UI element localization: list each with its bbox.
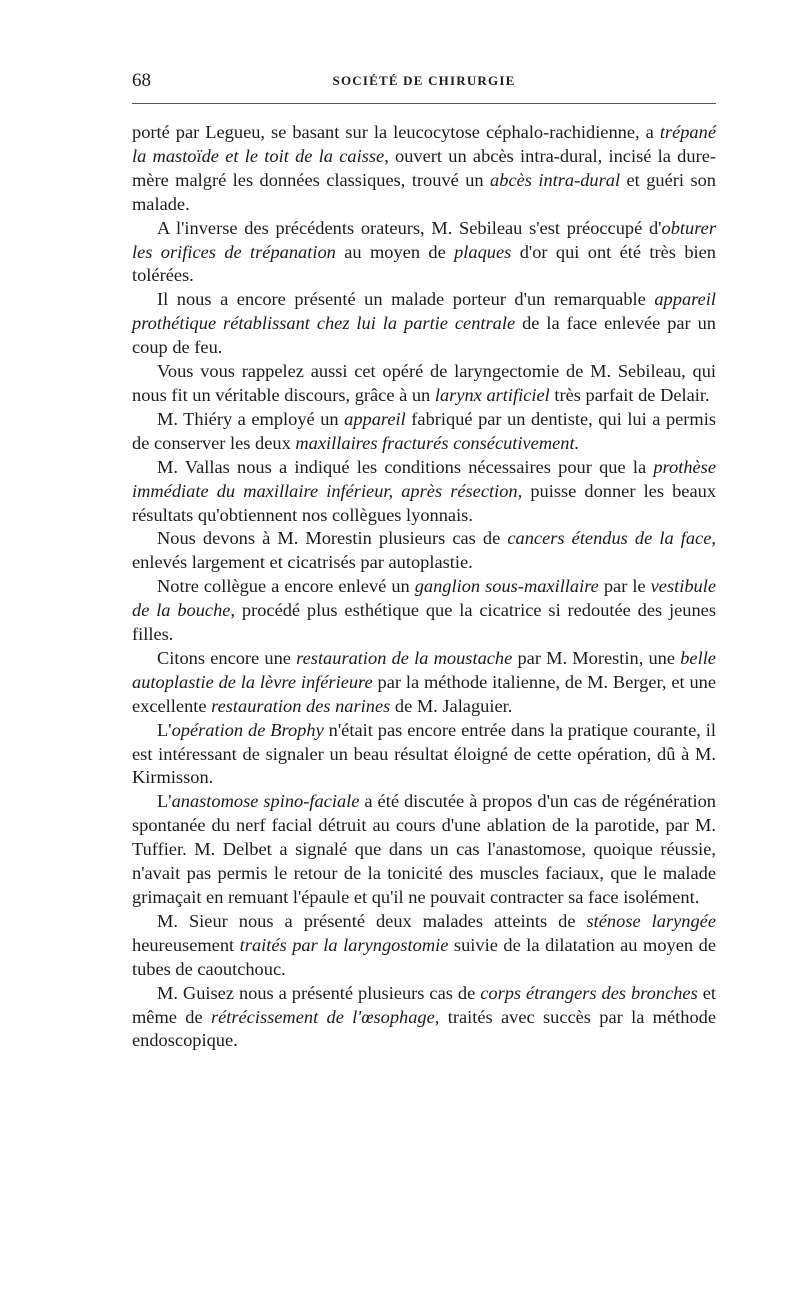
text-run: suivie de la dilatation au moyen de tubes de caoutchouc.	[132, 934, 716, 979]
italic-text: larynx artificiel	[434, 384, 550, 405]
paragraph	[132, 575, 716, 647]
italic-text: belle autoplastie de la lèvre inférieure	[132, 647, 716, 692]
page-number: 68	[132, 70, 151, 91]
text-run: Citons encore une	[157, 647, 297, 668]
paragraph	[132, 121, 716, 217]
paragraph	[132, 527, 716, 575]
italic-text: abcès intra-dural	[490, 169, 621, 190]
italic-text: restauration de la moustache	[296, 647, 513, 668]
italic-text: cancers étendus de la face	[507, 528, 712, 549]
text-run: heureusement	[132, 934, 240, 955]
paragraph	[132, 719, 716, 791]
paragraph	[132, 360, 716, 408]
text-run: Nous devons à M. Morestin plusieurs cas de	[157, 528, 508, 549]
text-run: Vous vous rappelez aussi cet opéré de laryngectomie de M. Sebileau, qui nous fit un véritable discours, grâce à un	[132, 361, 716, 405]
page-header	[132, 70, 716, 94]
text-run: par la méthode italienne, de M. Berger, et une excellente	[132, 671, 717, 716]
italic-text: plaques	[454, 241, 512, 262]
text-run: a été discutée à propos d'un cas de régénération spontanée du nerf facial détruit au cours d'une ablation de la parotide, par M. Tuffier. M. Delbet a signalé que dans un cas l'anastomose, quoique réussie, n'avait pas permis le retour de la tonicité des muscles faciaux, que le malade grimaçait en remuant l'épaule et qu'il ne pouvait contracter sa face isolément.	[132, 791, 716, 907]
italic-text: sténose laryngée	[586, 910, 716, 931]
text-run: par le	[598, 576, 651, 597]
paragraph	[132, 910, 716, 982]
text-run: M. Sieur nous a présenté deux malades atteints de	[157, 910, 587, 931]
italic-text: corps étrangers des bronches	[480, 982, 698, 1003]
italic-text: traités par la laryngostomie	[239, 934, 449, 955]
paragraph	[132, 647, 716, 719]
paragraph	[132, 790, 716, 910]
italic-text: prothèse immédiate du maxillaire inférieur, après résection,	[132, 456, 716, 501]
text-run: A l'inverse des précédents orateurs, M. Sebileau s'est préoccupé d'	[157, 217, 662, 238]
italic-text: obturer les orifices de trépanation	[132, 217, 716, 262]
text-run: très parfait de Delair.	[549, 384, 710, 405]
text-run: , procédé plus esthétique que la cicatrice si redoutée des jeunes filles.	[132, 600, 717, 645]
text-run: de la face enlevée par un coup de feu.	[132, 313, 717, 358]
paragraph	[132, 982, 716, 1054]
text-run: , enlevés largement et cicatrisés par autoplastie.	[132, 528, 716, 573]
text-run: par M. Morestin, une	[512, 647, 681, 668]
text-run: M. Guisez nous a présenté plusieurs cas de	[157, 982, 481, 1003]
text-run: au moyen de	[335, 241, 455, 262]
text-run: L'	[157, 719, 172, 740]
text-run: n'était pas encore entrée dans la pratique courante, il est intéressant de signaler un beau résultat éloigné de cette opération, dû à M. Kirmisson.	[132, 719, 717, 788]
text-run: , ouvert un abcès intra-dural, incisé la dure-mère malgré les données classiques, trouvé un	[132, 145, 716, 190]
italic-text: ganglion sous-maxillaire	[414, 576, 599, 597]
italic-text: trépané la mastoïde et le toit de la caisse	[132, 122, 716, 166]
text-run: et guéri son malade.	[132, 169, 716, 214]
text-run: porté par Legueu, se basant sur la leucocytose céphalo-rachidienne, a	[132, 122, 660, 142]
italic-text: restauration des narines	[211, 695, 391, 716]
text-run: , traités avec succès par la méthode endoscopique.	[132, 1006, 716, 1051]
italic-text: opération de Brophy	[171, 719, 324, 740]
italic-text: appareil	[344, 408, 406, 429]
text-run: de M. Jalaguier.	[390, 695, 513, 716]
text-run: Il nous a encore présenté un malade porteur d'un remarquable	[157, 289, 655, 310]
text-run: d'or qui ont été très bien tolérées.	[132, 241, 716, 286]
italic-text: anastomose spino-faciale	[171, 791, 360, 812]
paragraph	[132, 217, 716, 289]
italic-text: vestibule de la bouche	[132, 576, 716, 621]
text-run: puisse donner les beaux résultats qu'obtiennent nos collègues lyonnais.	[132, 480, 717, 525]
running-title: SOCIÉTÉ DE CHIRURGIE	[332, 73, 516, 88]
body-text	[132, 121, 716, 1053]
text-run: L'	[157, 791, 172, 812]
text-run: fabriqué par un dentiste, qui lui a permis de conserver les deux	[132, 408, 716, 453]
italic-text: maxillaires fracturés consécutivement.	[295, 432, 580, 453]
italic-text: appareil prothétique rétablissant chez lui la partie centrale	[132, 289, 716, 334]
text-run: M. Vallas nous a indiqué les conditions nécessaires pour que la	[157, 456, 654, 477]
header-rule	[132, 103, 716, 104]
italic-text: rétrécissement de l'œsophage	[210, 1006, 435, 1027]
paragraph	[132, 288, 716, 360]
text-run: Notre collègue a encore enlevé un	[157, 576, 415, 597]
text-run: et même de	[132, 982, 716, 1027]
paragraph	[132, 456, 716, 528]
paragraph	[132, 408, 716, 456]
text-run: M. Thiéry a employé un	[157, 408, 345, 429]
